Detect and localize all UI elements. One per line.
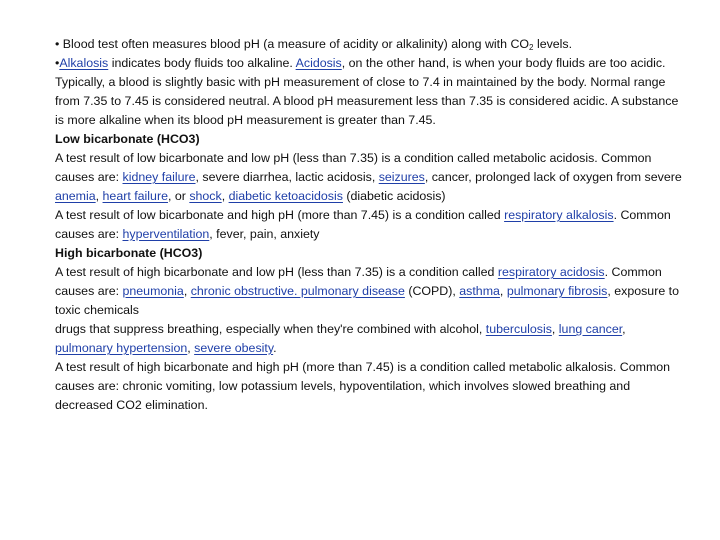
paragraph-alkalosis-acidosis [55, 54, 685, 73]
text: , cancer, prolonged lack of oxygen from severe [424, 170, 682, 184]
text: , severe diarrhea, lactic acidosis, [195, 170, 379, 184]
text: . [273, 341, 277, 355]
text: , [221, 189, 229, 203]
text: , on the other hand, is when your body fluids are too acidic. [341, 56, 666, 70]
text: , exposure to toxic chemicals [55, 284, 679, 317]
text: , [622, 322, 626, 336]
text: A test result of high bicarbonate and low pH (less than 7.35) is a condition called [55, 265, 498, 279]
link-pulmonary-fibrosis[interactable]: pulmonary fibrosis [506, 284, 608, 298]
text: , [187, 341, 195, 355]
link-shock[interactable]: shock [189, 189, 222, 203]
link-respiratory-acidosis[interactable]: respiratory acidosis [497, 265, 605, 279]
text: levels. [533, 37, 573, 51]
text: , [499, 284, 507, 298]
paragraph-metabolic-acidosis [55, 149, 685, 206]
text: , [551, 322, 559, 336]
document-body [55, 35, 685, 415]
text: , fever, pain, anxiety [209, 227, 320, 241]
text: A test result of low bicarbonate and low pH (less than 7.35) is a condition called metabolic acidosis. Common causes are: [55, 151, 652, 184]
link-heart-failure[interactable]: heart failure [102, 189, 168, 203]
paragraph-metabolic-alkalosis: A test result of high bicarbonate and high pH (more than 7.45) is a condition called metabolic alkalosis. Common causes are: chronic vomiting, low potassium levels, hypoventilation, which involves slowed breathing and decreased CO2 elimination. [55, 360, 671, 412]
heading-low-bicarbonate: Low bicarbonate (HCO3) [55, 132, 200, 146]
link-tuberculosis[interactable]: tuberculosis [485, 322, 552, 336]
link-alkalosis[interactable]: Alkalosis [59, 56, 109, 70]
subscript: 2 [529, 43, 534, 52]
paragraph-respiratory-acidosis [55, 263, 685, 320]
link-kidney-failure[interactable]: kidney failure [122, 170, 196, 184]
text: (diabetic acidosis) [342, 189, 446, 203]
link-respiratory-alkalosis[interactable]: respiratory alkalosis [504, 208, 614, 222]
link-copd[interactable]: chronic obstructive. pulmonary disease [190, 284, 405, 298]
link-lung-cancer[interactable]: lung cancer [558, 322, 623, 336]
paragraph-respiratory-alkalosis [55, 206, 685, 244]
text: . Common causes are: [55, 208, 671, 241]
link-acidosis[interactable]: Acidosis [295, 56, 342, 70]
text: , [95, 189, 103, 203]
paragraph-ph-range: Typically, a blood is slightly basic with pH measurement of close to 7.4 in maintained by the body. Normal range from 7.35 to 7.45 is considered neutral. A blood pH measurement less than 7.35 is considered acidic. A substance is more alkaline when its blood pH measurement is greater than 7.45. [55, 75, 679, 127]
text: A test result of low bicarbonate and high pH (more than 7.45) is a condition called [55, 208, 505, 222]
paragraph-intro [55, 35, 685, 54]
link-seizures[interactable]: seizures [378, 170, 425, 184]
link-pneumonia[interactable]: pneumonia [122, 284, 184, 298]
link-anemia[interactable]: anemia [55, 189, 96, 203]
link-asthma[interactable]: asthma [459, 284, 500, 298]
link-hyperventilation[interactable]: hyperventilation [122, 227, 210, 241]
link-severe-obesity[interactable]: severe obesity [194, 341, 274, 355]
text: indicates body fluids too alkaline. [108, 56, 296, 70]
bullet: • [55, 56, 60, 70]
text: • Blood test often measures blood pH (a measure of acidity or alkalinity) along with CO [55, 37, 530, 51]
text: , [183, 284, 191, 298]
text: (COPD), [404, 284, 460, 298]
text: . Common causes are: [55, 265, 662, 298]
link-pulmonary-hypertension[interactable]: pulmonary hypertension [55, 341, 188, 355]
link-diabetic-ketoacidosis[interactable]: diabetic ketoacidosis [228, 189, 343, 203]
heading-high-bicarbonate: High bicarbonate (HCO3) [55, 246, 203, 260]
text: drugs that suppress breathing, especially when they're combined with alcohol, [55, 322, 486, 336]
paragraph-drugs [55, 320, 685, 358]
text: , or [167, 189, 190, 203]
